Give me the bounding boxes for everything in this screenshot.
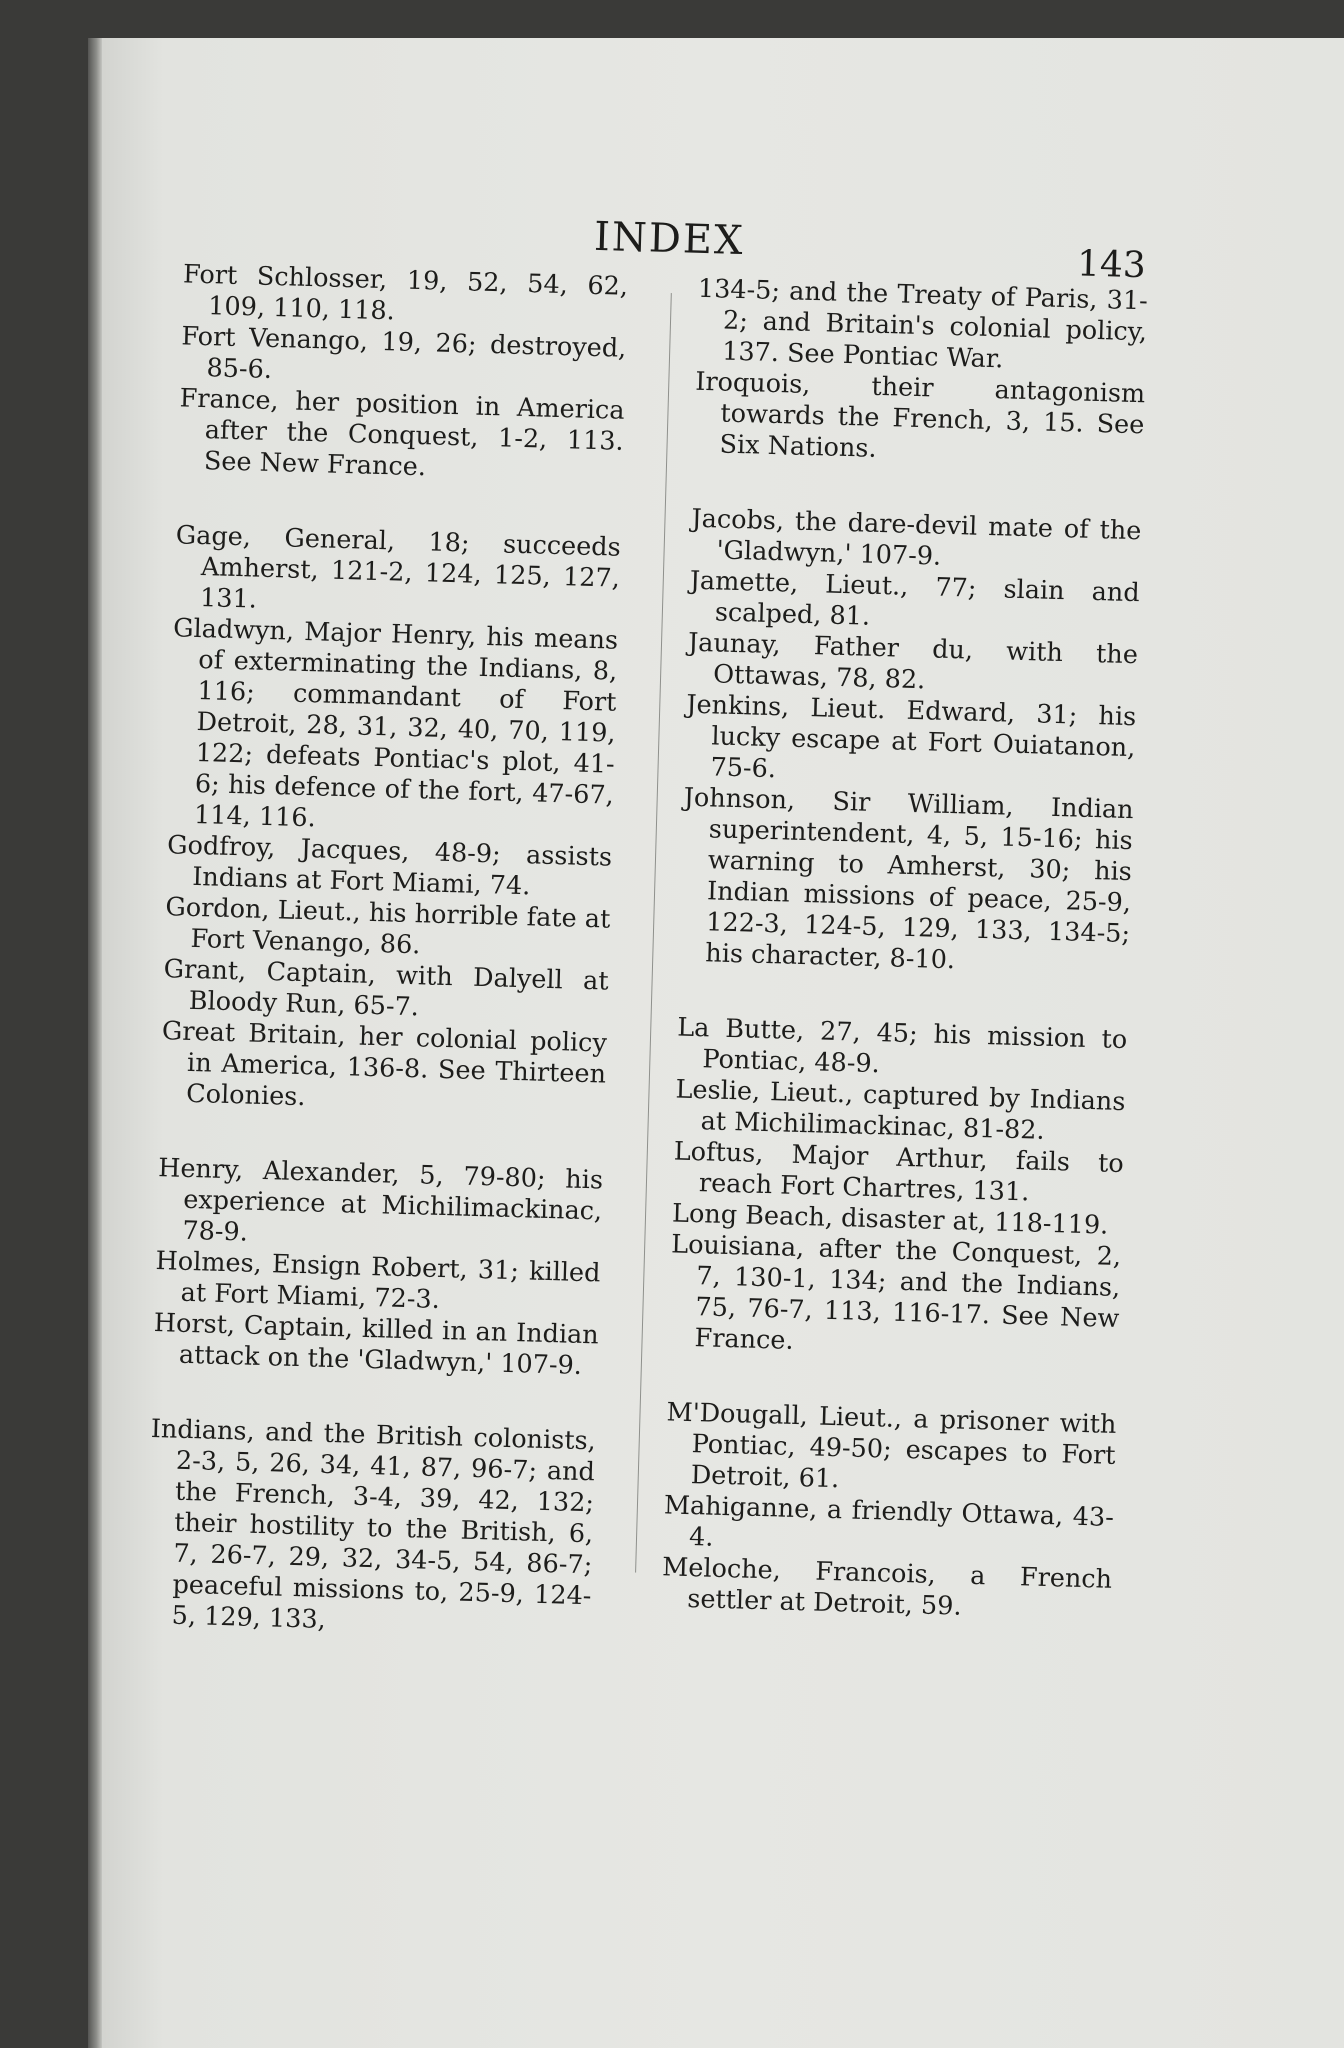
index-column-right <box>661 273 1156 1627</box>
index-entry: Loftus, Major Arthur, fails to reach Fort Chartres, 131. <box>673 1136 1133 1208</box>
index-entry: Gage, General, 18; succeeds Amherst, 121-2, 124, 125, 127, 131. <box>175 520 630 615</box>
page-number: 143 <box>1076 243 1147 287</box>
index-group-j <box>679 503 1150 981</box>
index-entry: 134-5; and the Treaty of Paris, 31-2; and Britain's colonial policy, 137. See Pontiac War. <box>697 273 1156 375</box>
index-entry: Mahiganne, a friendly Ottawa, 43-4. <box>663 1490 1115 1553</box>
index-entry: Jenkins, Lieut. Edward, 31; his lucky escape at Fort Ouiatanon, 75-6. <box>685 689 1145 785</box>
index-text-block <box>126 201 1175 1649</box>
index-entry: Iroquois, their antagonism towards the French, 3, 15. See Six Nations. <box>694 366 1154 464</box>
index-entry: Indians, and the British colonists, 2-3, 5, 26, 34, 41, 87, 96-7; and the French, 3-4, 39, 42, 132; their hostility to the British, 6, 7, 26-7, 29, 32, 34-5, 54, 86-7; peaceful missions to, 25-9, 124-5, 129, 133, <box>150 1413 605 1635</box>
index-entry: Godfroy, Jacques, 48-9; assists Indians at Fort Miami, 74. <box>166 830 621 902</box>
index-group-i <box>145 1413 605 1643</box>
index-entry: Leslie, Lieut., captured by Indians at Michilimackinac, 81-82. <box>675 1074 1134 1146</box>
index-entry: Louisiana, after the Conquest, 2, 7, 130-1, 134; and the Indians, 75, 76-7, 113, 116-17. See New France. <box>670 1229 1130 1356</box>
page-title: INDEX <box>593 213 746 265</box>
index-entry: Long Beach, disaster at, 118-119. <box>671 1198 1109 1241</box>
index-entry: Fort Schlosser, 19, 52, 54, 62, 109, 110, 118. <box>182 259 637 327</box>
index-entry: La Butte, 27, 45; his mission to Pontiac, 48-9. <box>676 1012 1136 1080</box>
index-entry: Henry, Alexander, 5, 79-80; his experience at Michilimackinac, 78-9. <box>157 1153 612 1248</box>
index-entry: Jamette, Lieut., 77; slain and scalped, 81. <box>689 565 1149 632</box>
index-group-g <box>160 520 630 1121</box>
index-entry: Grant, Captain, with Dalyell at Bloody Run, 65-7. <box>163 954 618 1023</box>
index-column-left <box>145 259 637 1643</box>
index-entry: Fort Venango, 19, 26; destroyed, 85-6. <box>181 321 635 385</box>
index-entry: Gordon, Lieut., his horrible fate at Fort Venango, 86. <box>165 892 619 961</box>
index-group-m <box>661 1397 1125 1626</box>
index-entry: France, her position in America after the Conquest, 1-2, 113. See New France. <box>179 383 634 483</box>
page-gutter-shadow <box>88 38 102 2048</box>
index-entry: Great Britain, her colonial policy in America, 136-8. See Thirteen Colonies. <box>161 1016 616 1113</box>
index-entry: Holmes, Ensign Robert, 31; killed at Fort Miami, 72-3. <box>155 1246 609 1315</box>
index-entry: Gladwyn, Major Henry, his means of exterminating the Indians, 8, 116; commandant of Fort Detroit, 28, 31, 32, 40, 70, 119, 122; defeats Pontiac's plot, 41-6; his defence of the fort, 47-67, 114, 116. <box>172 613 627 834</box>
index-entry: Jaunay, Father du, with the Ottawas, 78, 82. <box>687 627 1147 696</box>
index-entry: Jacobs, the dare-devil mate of the 'Gladwyn,' 107-9. <box>691 503 1150 572</box>
index-entry: Horst, Captain, killed in an Indian attack on the 'Gladwyn,' 107-9. <box>153 1308 608 1381</box>
index-group-f <box>178 259 637 488</box>
index-group-h <box>153 1153 612 1382</box>
index-group-i-continued <box>693 273 1156 472</box>
column-divider <box>635 293 672 1573</box>
index-group-l <box>668 1012 1136 1366</box>
index-entry: M'Dougall, Lieut., a prisoner with Pontiac, 49-50; escapes to Fort Detroit, 61. <box>666 1397 1125 1495</box>
index-entry: Johnson, Sir William, Indian superintendent, 4, 5, 15-16; his warning to Amherst, 30; his Indian missions of peace, 25-9, 122-3, 124-5, 129, 133, 134-5; his character, 8-10. <box>683 782 1143 976</box>
index-entry: Meloche, Francois, a French settler at Detroit, 59. <box>661 1552 1121 1622</box>
